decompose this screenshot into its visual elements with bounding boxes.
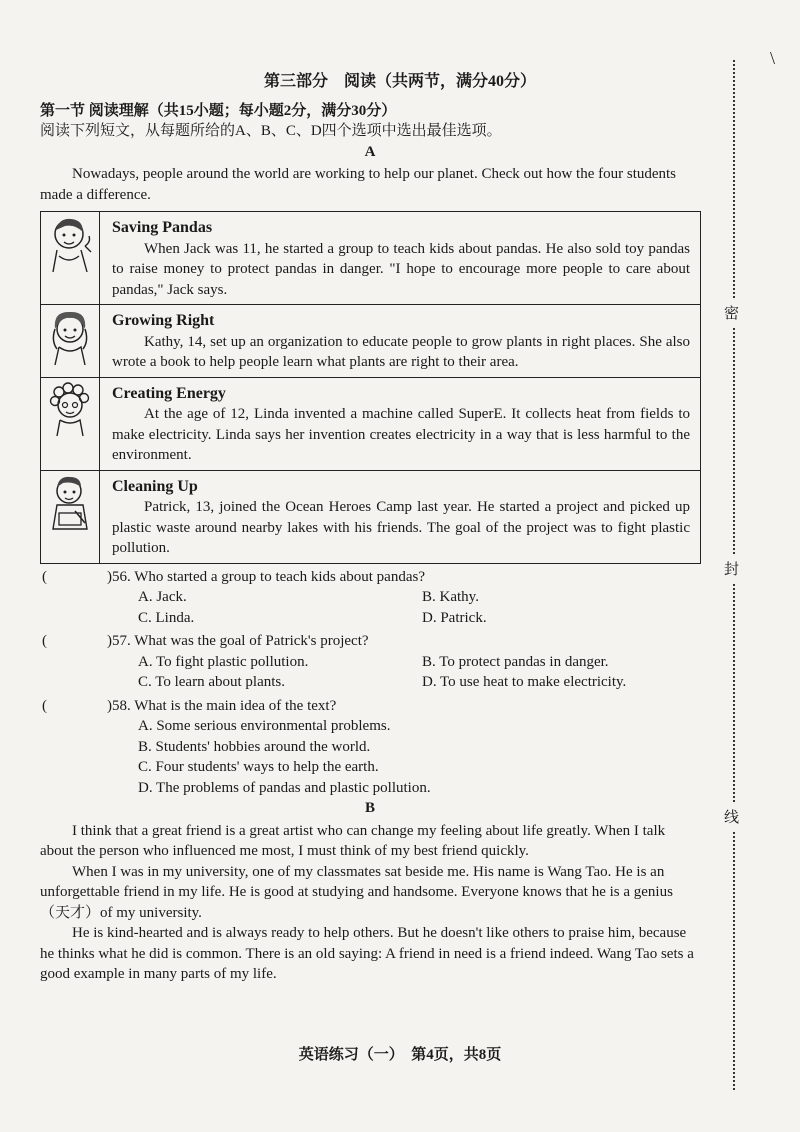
margin-char-feng: 封 (724, 556, 739, 583)
passage-b-paragraph: He is kind-hearted and is always ready to help others. But he doesn't like others to praise him, because he thinks what he did is common. There is an old saying: A friend in need is a friend indeed. Wang Tao sets a good example in many parts of my life. (40, 925, 694, 982)
story-text: Patrick, 13, joined the Ocean Heroes Camp last year. He started a project and picked up plastic waste around nearby lakes with his friends. The goal of the project was to fight plastic pollution. (112, 499, 690, 556)
margin-char-mi: 密 (724, 300, 739, 327)
passage-b-paragraph: I think that a great friend is a great artist who can change my feeling about life greatly. When I talk about the person who influenced me most, I must think of my best friend quickly. (40, 822, 666, 859)
corner-mark: \ (770, 48, 776, 68)
option-c: C. Four students' ways to help the earth. (138, 759, 379, 775)
answer-blank[interactable]: ( ) (42, 633, 112, 649)
option-c: C. To learn about plants. (138, 674, 285, 690)
passage-b-letter: B (364, 800, 375, 816)
margin-char-xian: 线 (724, 804, 739, 831)
passage-b-paragraph: When I was in my university, one of my classmates sat beside me. His name is Wang Tao. He is an unforgettable friend in my life. He is good at studying and handsome. Everyone knows that he is a genius（天才）of my university. (40, 863, 673, 921)
story-title: Creating Energy (112, 384, 226, 402)
story-picture (41, 305, 100, 378)
question-text: 57. What was the goal of Patrick's project? (112, 633, 369, 649)
question-57 (40, 631, 700, 693)
option-b: B. Students' hobbies around the world. (138, 738, 371, 755)
story-picture (41, 470, 100, 563)
stories-table (40, 211, 701, 564)
option-d: D. Patrick. (422, 609, 487, 626)
option-d: D. To use heat to make electricity. (422, 674, 627, 690)
story-title: Growing Right (112, 312, 215, 329)
story-row (41, 470, 701, 563)
option-d: D. The problems of pandas and plastic pollution. (138, 779, 431, 796)
option-a: A. Jack. (138, 589, 187, 605)
story-picture (41, 212, 100, 305)
story-title: Saving Pandas (112, 219, 213, 236)
story-picture (41, 377, 100, 470)
option-b: B. Kathy. (422, 589, 479, 605)
girl-avatar-icon (45, 305, 95, 369)
story-text: When Jack was 11, he started a group to teach kids about pandas. He also sold toy pandas to raise money to protect pandas in danger. "I hope to encourage more people to care about pandas," Jack says. (112, 240, 690, 298)
story-title: Cleaning Up (112, 477, 198, 495)
option-b: B. To protect pandas in danger. (422, 653, 609, 670)
writing-boy-avatar-icon (45, 471, 95, 535)
option-c: C. Linda. (138, 609, 195, 626)
option-a: A. To fight plastic pollution. (138, 653, 309, 670)
story-text: At the age of 12, Linda invented a machine called SuperE. It collects heat from fields to make electricity. Linda says her invention creates electricity in a way that is less harmful to the environment. (112, 406, 690, 463)
story-row (41, 305, 701, 378)
answer-blank[interactable]: ( ) (42, 697, 112, 714)
question-56 (40, 567, 700, 629)
option-a: A. Some serious environmental problems. (138, 718, 391, 734)
exam-page (40, 72, 700, 985)
question-text: 56. Who started a group to teach kids about pandas? (112, 568, 425, 585)
part-title: 第三部分 阅读（共两节，满分40分） (263, 73, 536, 90)
passage-a-letter: A (364, 143, 376, 160)
curly-girl-avatar-icon (45, 378, 95, 442)
story-row (41, 212, 701, 305)
answer-blank[interactable]: ( ) (42, 568, 112, 585)
passage-a-intro: Nowadays, people around the world are working to help our planet. Check out how the four students made a difference. (40, 166, 677, 203)
boy-avatar-icon (45, 212, 95, 276)
story-text: Kathy, 14, set up an organization to educate people to grow plants in right places. She also wrote a book to help people learn what plants are right to their area. (112, 333, 690, 370)
instructions: 阅读下列短文，从每题所给的A、B、C、D四个选项中选出最佳选项。 (40, 123, 502, 139)
page-footer: 英语练习（一） 第4页，共8页 (298, 1047, 502, 1063)
question-58 (40, 696, 700, 799)
story-row (41, 377, 701, 470)
question-text: 58. What is the main idea of the text? (112, 697, 337, 714)
section-title: 第一节 阅读理解（共15小题；每小题2分，满分30分） (40, 102, 397, 119)
